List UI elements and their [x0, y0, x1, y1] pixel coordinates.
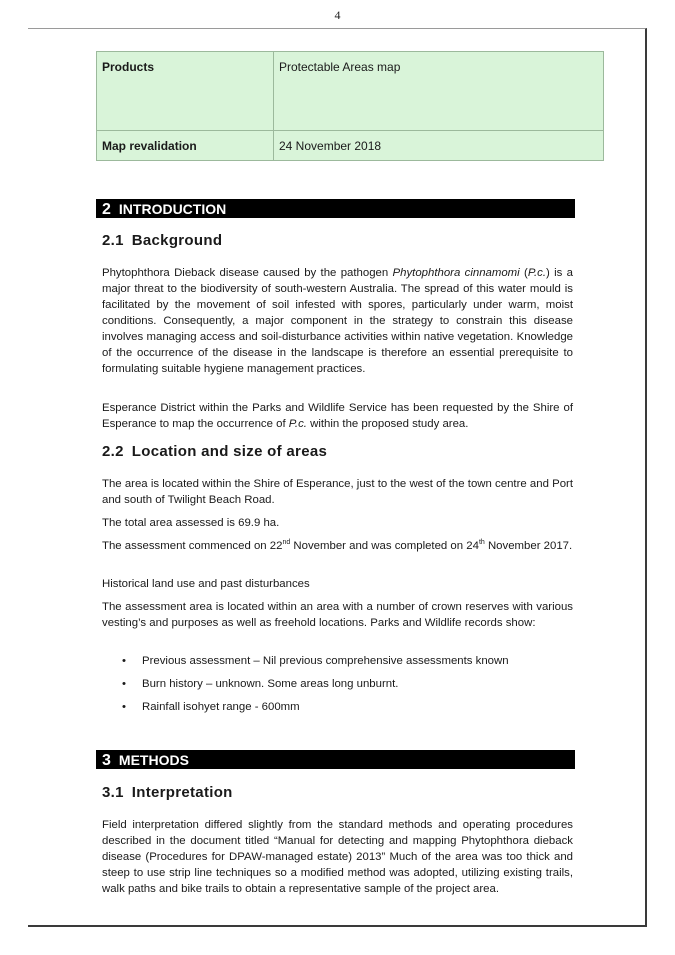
- text-run: November and was completed on 24: [290, 540, 479, 552]
- bullet-icon: •: [122, 701, 126, 713]
- text-run: November 2017.: [484, 540, 573, 552]
- background-paragraph-1: [102, 265, 573, 377]
- subsection-title: Background: [131, 232, 223, 249]
- table-row: [97, 52, 604, 131]
- interpretation-paragraph-1: Field interpretation differed slightly from the standard methods and operating procedures described in the document titled “Manual for detecting and mapping Phytophthora dieback disease (Procedures for DPAW-managed estate) 2013” Much of the area was too thick and steep to use strip line techniques so a modified method was adopted, utilizing existing trails, walk paths and bike trails to obtain a representative sample of the project area.: [102, 819, 573, 895]
- section-heading-introduction: [96, 199, 575, 218]
- table-cell-value: 24 November 2018: [274, 131, 604, 161]
- list-item: [102, 699, 573, 722]
- location-paragraph-4: Historical land use and past disturbances: [102, 578, 310, 590]
- location-paragraph-2: The total area assessed is 69.9 ha.: [102, 517, 280, 529]
- subsection-title: Location and size of areas: [131, 443, 328, 460]
- list-item-text: Rainfall isohyet range - 600mm: [142, 701, 300, 713]
- subsection-heading-interpretation: [102, 784, 233, 801]
- subsection-number: 2.2: [102, 443, 124, 460]
- text-run: ) is a major threat to the biodiversity of south-western Australia. The spread of this water mould is facilitated by the movement of soil infested with spores, particularly under warm, moist conditions. Consequently, a major component in the strategy to constrain this disease involves managing access and soil-disturbance activities within native vegetation. Knowledge of the occurrence of the disease in the landscape is therefore an essential prerequisite to formulating suitable hygiene management practices.: [102, 267, 574, 375]
- text-run: within the proposed study area.: [306, 418, 469, 430]
- section-title: INTRODUCTION: [118, 201, 227, 217]
- table-cell-label: Products: [97, 52, 274, 131]
- section-title: METHODS: [118, 752, 189, 768]
- section-heading-methods: [96, 750, 575, 769]
- summary-table: [96, 51, 604, 161]
- section-number: 2: [102, 201, 111, 218]
- background-paragraph-2: [102, 400, 573, 432]
- italic-text: Phytophthora cinnamomi: [392, 267, 520, 279]
- text-run: The assessment commenced on 22: [102, 540, 283, 552]
- list-item: [102, 676, 573, 699]
- list-item-text: Burn history – unknown. Some areas long unburnt.: [142, 678, 399, 690]
- bullet-icon: •: [122, 678, 126, 690]
- subsection-number: 3.1: [102, 784, 124, 801]
- subsection-heading-background: [102, 232, 222, 249]
- subsection-heading-location: [102, 443, 327, 460]
- bullet-list: [102, 653, 573, 722]
- superscript: th: [478, 539, 485, 546]
- superscript: nd: [282, 539, 291, 546]
- location-paragraph-1: The area is located within the Shire of Esperance, just to the west of the town centre and Port and south of Twilight Beach Road.: [102, 478, 573, 506]
- italic-text: P.c.: [527, 267, 546, 279]
- page-number: 4: [334, 8, 341, 22]
- location-paragraph-3: [102, 538, 573, 554]
- list-item-text: Previous assessment – Nil previous comprehensive assessments known: [142, 655, 509, 667]
- table-cell-value: Protectable Areas map: [274, 52, 604, 131]
- list-item: [102, 653, 573, 676]
- subsection-number: 2.1: [102, 232, 124, 249]
- table-row: [97, 131, 604, 161]
- text-run: Esperance District within the Parks and Wildlife Service has been requested by the Shire of Esperance to map the occurrence of: [102, 402, 573, 430]
- italic-text: P.c.: [288, 418, 307, 430]
- text-run: (: [519, 267, 528, 279]
- section-number: 3: [102, 752, 111, 769]
- subsection-title: Interpretation: [131, 784, 233, 801]
- text-run: Phytophthora Dieback disease caused by the pathogen: [102, 267, 393, 279]
- bullet-icon: •: [122, 655, 126, 667]
- location-paragraph-5: The assessment area is located within an area with a number of crown reserves with various vesting’s and purposes as well as freehold locations. Parks and Wildlife records show:: [102, 601, 573, 629]
- table-cell-label: Map revalidation: [97, 131, 274, 161]
